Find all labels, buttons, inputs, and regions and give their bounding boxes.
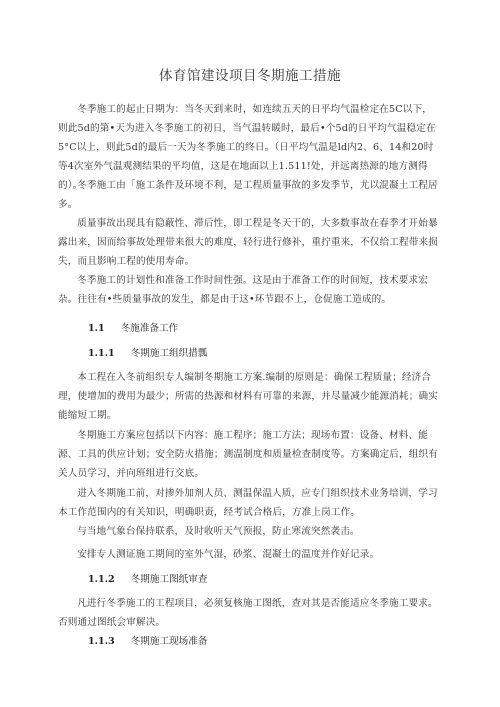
section-title: 冬期施工组织措瓢: [130, 348, 208, 359]
section-heading-1-1-1: [88, 344, 207, 363]
paragraph-training: 进入冬期施工前，对掺外加剂人员、测温保温人质，应专门组织技术业务培训，学习本工作范围内的有关知识，明确职责，经考试合格后，方准上岗工作。: [58, 488, 438, 518]
paragraph-drawing-review: 凡进行冬季施工的工程项目，必须复核施工图纸，查对其是否能适应冬季施工要求。否则通过图纸会审解决。: [58, 598, 438, 628]
paragraph-plan-principles: 本工程在入冬前组织专人编制冬期施工方案.编制的原则是：确保工程质量；经济合理，使增加的费用为最少；所需的热源和材料有可靠的来源，并尽量减少能源消耗；确实能缩短工期。: [58, 372, 439, 421]
section-title: 冬期施工图纸审查: [130, 574, 208, 585]
section-heading-1-1: [88, 319, 178, 338]
document-title: 体育馆建设项目冬期施工措施: [159, 68, 341, 84]
section-heading-1-1-2: [88, 570, 207, 589]
section-number: 1.1.1: [88, 348, 115, 359]
paragraph-environment: 冬季施工由「施工条件及环境不利，是工程质量事故的多发季节，尤以混凝土工程居多。: [58, 180, 438, 210]
section-number: 1.1: [88, 323, 105, 334]
section-number: 1.1.3: [88, 636, 115, 647]
section-heading-1-1-3: [88, 632, 207, 651]
section-title: 冬期施工现场准备: [130, 636, 208, 647]
section-number: 1.1.2: [88, 574, 115, 585]
paragraph-temperature: 安排专人测证施工期间的室外气湿，砂浆、混凝土的温度并作好记录。: [77, 549, 380, 560]
paragraph-planning: 冬季施工的计划性和准备工作时间性强。这是由于准备工作的时间短，技术要求宏杂。往往有•些质量事故的发生，都是由于这•环节跟不上，仓促施工造成的。: [58, 275, 428, 305]
paragraph-plan-contents: 冬期施工方案应包括以下内容：施工程序；施工方法；现场布置：设备、材料、能源、工具的供应计划；安全防火措施；测温制度和质量检查制度等。方案确定后，组织有关人员学习，并向班组进行交底。: [58, 430, 439, 479]
paragraph-quality-issues: 质量事故出现具有隐蔽性、滞后性，即工程是冬天干的，大多数事故在春季才开始暴露出来，因而给事故处理带来很大的难度，轻行进行修补，重拧重来，不仅给工程带来损失，而且影响工程的使用寿命。: [58, 218, 439, 267]
paragraph-weather: 与当地气象台保持联系，及时收听天气预报，防止寒流突然袭击。: [77, 526, 360, 537]
section-title: 冬施准备工作: [120, 323, 179, 334]
paragraph-winter-period: 冬季施工的起止日期为：当冬天到来时，如连续五天的日平均气温检定在5C以下，则此5d的第•天为进入冬季施工的初日，当气温转暖时，最后•个5d的日平均气温稳定在5°C以上，则此5d的最后一天为冬季施工的终日。（日平均气温是ld内2、6、14和20时等4次室外气温观测结果的平均值，这是在地面以上1.511!处，并远离热源的地方测得的）。: [58, 104, 436, 191]
